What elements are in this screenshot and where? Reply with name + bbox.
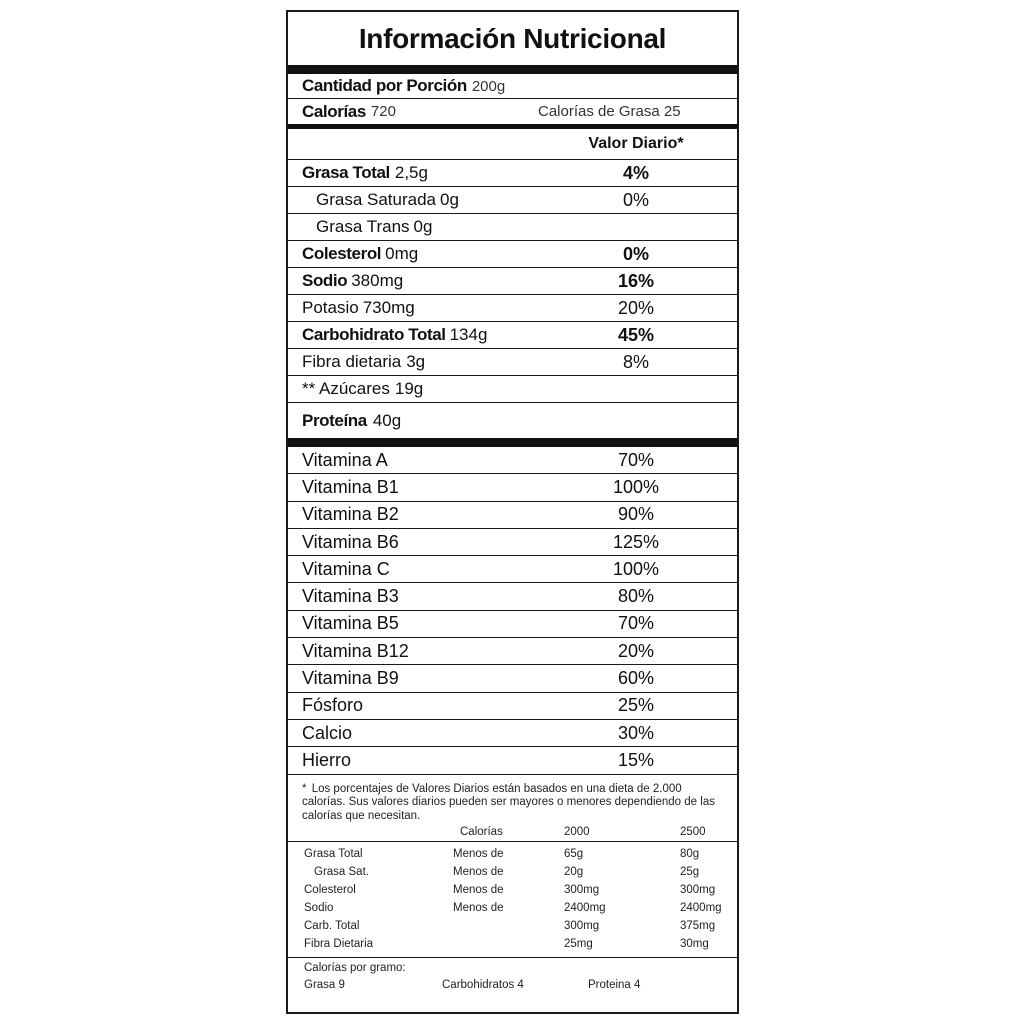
nutrient-row	[288, 349, 737, 376]
calories-fat-label: Calorías de Grasa	[538, 103, 660, 120]
reference-nutrient: Colesterol	[304, 884, 356, 897]
reference-nutrient: Fibra Dietaria	[304, 938, 374, 951]
vitamin-pct: 100%	[612, 476, 660, 497]
thick-divider	[288, 65, 737, 74]
nutrient-row	[288, 403, 737, 438]
reference-row	[288, 935, 737, 953]
vitamin-row	[288, 474, 737, 501]
reference-row	[288, 899, 737, 917]
nutrient-pct: 45%	[617, 324, 655, 345]
nutrient-row	[288, 187, 737, 214]
reference-qualifier: Menos de	[453, 902, 504, 915]
vitamin-name: Vitamina B1	[302, 476, 399, 497]
vitamin-row	[288, 638, 737, 665]
nutrition-label	[286, 10, 739, 1014]
reference-qualifier: Menos de	[453, 884, 504, 897]
nutrient-row	[288, 160, 737, 187]
calories-value: 720	[370, 103, 396, 120]
footnote	[288, 775, 737, 824]
nutrient-amount: 0mg	[385, 244, 419, 263]
reference-row	[288, 881, 737, 899]
mineral-pct: 15%	[617, 749, 655, 770]
nutrient-amount: 3g	[406, 352, 426, 371]
vitamin-name: Vitamina B9	[302, 668, 399, 689]
serving-label: Cantidad por Porción	[302, 76, 467, 95]
nutrient-row	[288, 322, 737, 349]
nutrient-amount: 730mg	[362, 298, 415, 317]
mineral-name: Fósforo	[302, 695, 364, 716]
reference-nutrient: Grasa Sat.	[314, 866, 369, 879]
vitamin-name: Vitamina B2	[302, 504, 399, 525]
reference-2000: 300mg	[564, 884, 600, 897]
reference-2000: 20g	[564, 866, 584, 879]
reference-header-2500: 2500	[680, 826, 706, 839]
reference-row	[288, 917, 737, 935]
reference-nutrient: Sodio	[304, 902, 334, 915]
footnote-text: Los porcentajes de Valores Diarios están basados en una dieta de 2.000 calorías. Sus valores diarios pueden ser mayores o menores dependiendo de las calorías que necesitan.	[302, 782, 715, 822]
nutrient-row	[288, 268, 737, 295]
nutrient-amount: 0g	[413, 217, 433, 236]
vitamin-row	[288, 447, 737, 474]
nutrient-name: Proteína	[302, 410, 367, 430]
calories-per-gram-carbs: Carbohidratos 4	[442, 979, 524, 992]
reference-nutrient: Carb. Total	[304, 920, 360, 933]
nutrient-amount: 380mg	[351, 271, 404, 290]
vitamin-pct: 100%	[612, 558, 660, 579]
nutrient-amount: 0g	[440, 190, 459, 209]
vitamin-row	[288, 665, 737, 692]
vitamin-row	[288, 529, 737, 556]
reference-header	[288, 823, 737, 842]
nutrient-pct: 0%	[622, 243, 649, 264]
vitamin-name: Vitamina A	[302, 449, 388, 470]
mineral-row	[288, 747, 737, 774]
reference-2500: 2400mg	[680, 902, 722, 915]
serving-value: 200g	[471, 77, 506, 95]
vitamin-pct: 70%	[617, 613, 655, 634]
reference-qualifier: Menos de	[453, 848, 504, 861]
vitamin-name: Vitamina B3	[302, 586, 399, 607]
daily-value-header: Valor Diario*	[588, 135, 684, 152]
vitamin-pct: 90%	[617, 504, 655, 525]
reference-2000: 300mg	[564, 920, 600, 933]
footnote-star: *	[302, 782, 307, 795]
vitamin-name: Vitamina B6	[302, 531, 399, 552]
reference-row	[288, 863, 737, 881]
reference-row	[288, 845, 737, 863]
thick-divider	[288, 438, 737, 447]
reference-header-calories: Calorías	[460, 826, 503, 839]
nutrient-pct: 4%	[622, 162, 649, 183]
nutrient-name: Grasa Trans	[316, 217, 410, 236]
nutrient-amount: 19g	[394, 379, 424, 398]
nutrient-row	[288, 241, 737, 268]
nutrient-row	[288, 376, 737, 403]
nutrient-name: Carbohidrato Total	[302, 325, 446, 344]
nutrient-row	[288, 214, 737, 241]
nutrient-amount: 134g	[449, 325, 488, 344]
reference-table	[288, 823, 737, 958]
calories-fat	[538, 103, 681, 120]
calories-per-gram-protein: Proteina 4	[588, 979, 641, 992]
mineral-row	[288, 693, 737, 720]
vitamin-name: Vitamina B12	[302, 640, 409, 661]
nutrient-name: Potasio	[302, 298, 359, 317]
calories-label: Calorías	[302, 101, 366, 121]
vitamin-pct: 60%	[617, 668, 655, 689]
daily-value-header-row	[288, 129, 737, 160]
vitamin-name: Vitamina B5	[302, 613, 399, 634]
vitamin-pct: 20%	[617, 640, 655, 661]
vitamin-row	[288, 502, 737, 529]
reference-2000: 65g	[564, 848, 584, 861]
label-title: Información Nutricional	[358, 23, 667, 54]
reference-2500: 30mg	[680, 938, 709, 951]
nutrient-name: Colesterol	[302, 244, 382, 263]
mineral-name: Calcio	[302, 722, 353, 743]
nutrient-row	[288, 295, 737, 322]
nutrient-pct: 20%	[617, 297, 655, 318]
reference-2000: 2400mg	[564, 902, 606, 915]
reference-header-2000: 2000	[564, 826, 590, 839]
vitamin-row	[288, 611, 737, 638]
nutrient-name: ** Azúcares	[302, 379, 390, 398]
calories-row	[288, 99, 737, 124]
mineral-pct: 30%	[617, 722, 655, 743]
serving-row	[288, 74, 737, 99]
reference-2000: 25mg	[564, 938, 593, 951]
nutrient-amount: 40g	[372, 410, 402, 430]
reference-qualifier: Menos de	[453, 866, 504, 879]
nutrient-name: Grasa Saturada	[316, 190, 437, 209]
vitamin-pct: 70%	[617, 449, 655, 470]
vitamin-pct: 125%	[612, 531, 660, 552]
vitamin-row	[288, 583, 737, 610]
nutrient-name: Fibra dietaria	[302, 352, 402, 371]
vitamin-row	[288, 556, 737, 583]
vitamin-pct: 80%	[617, 586, 655, 607]
reference-2500: 80g	[680, 848, 700, 861]
reference-2500: 25g	[680, 866, 700, 879]
reference-nutrient: Grasa Total	[304, 848, 363, 861]
reference-2500: 375mg	[680, 920, 716, 933]
mineral-pct: 25%	[617, 695, 655, 716]
calories-per-gram-fat: Grasa 9	[304, 979, 345, 992]
mineral-name: Hierro	[302, 749, 352, 770]
nutrient-pct: 16%	[617, 270, 655, 291]
nutrient-pct: 0%	[622, 189, 649, 210]
calories-fat-value: 25	[663, 103, 681, 120]
nutrient-name: Grasa Total	[302, 163, 390, 182]
nutrient-amount: 2,5g	[394, 163, 428, 182]
reference-body	[288, 842, 737, 958]
calories-per-gram-title: Calorías por gramo:	[304, 962, 406, 975]
vitamin-name: Vitamina C	[302, 558, 390, 579]
mineral-row	[288, 720, 737, 747]
nutrient-pct: 8%	[622, 351, 649, 372]
reference-2500: 300mg	[680, 884, 716, 897]
nutrient-name: Sodio	[302, 271, 348, 290]
calories-per-gram-row	[288, 977, 737, 995]
